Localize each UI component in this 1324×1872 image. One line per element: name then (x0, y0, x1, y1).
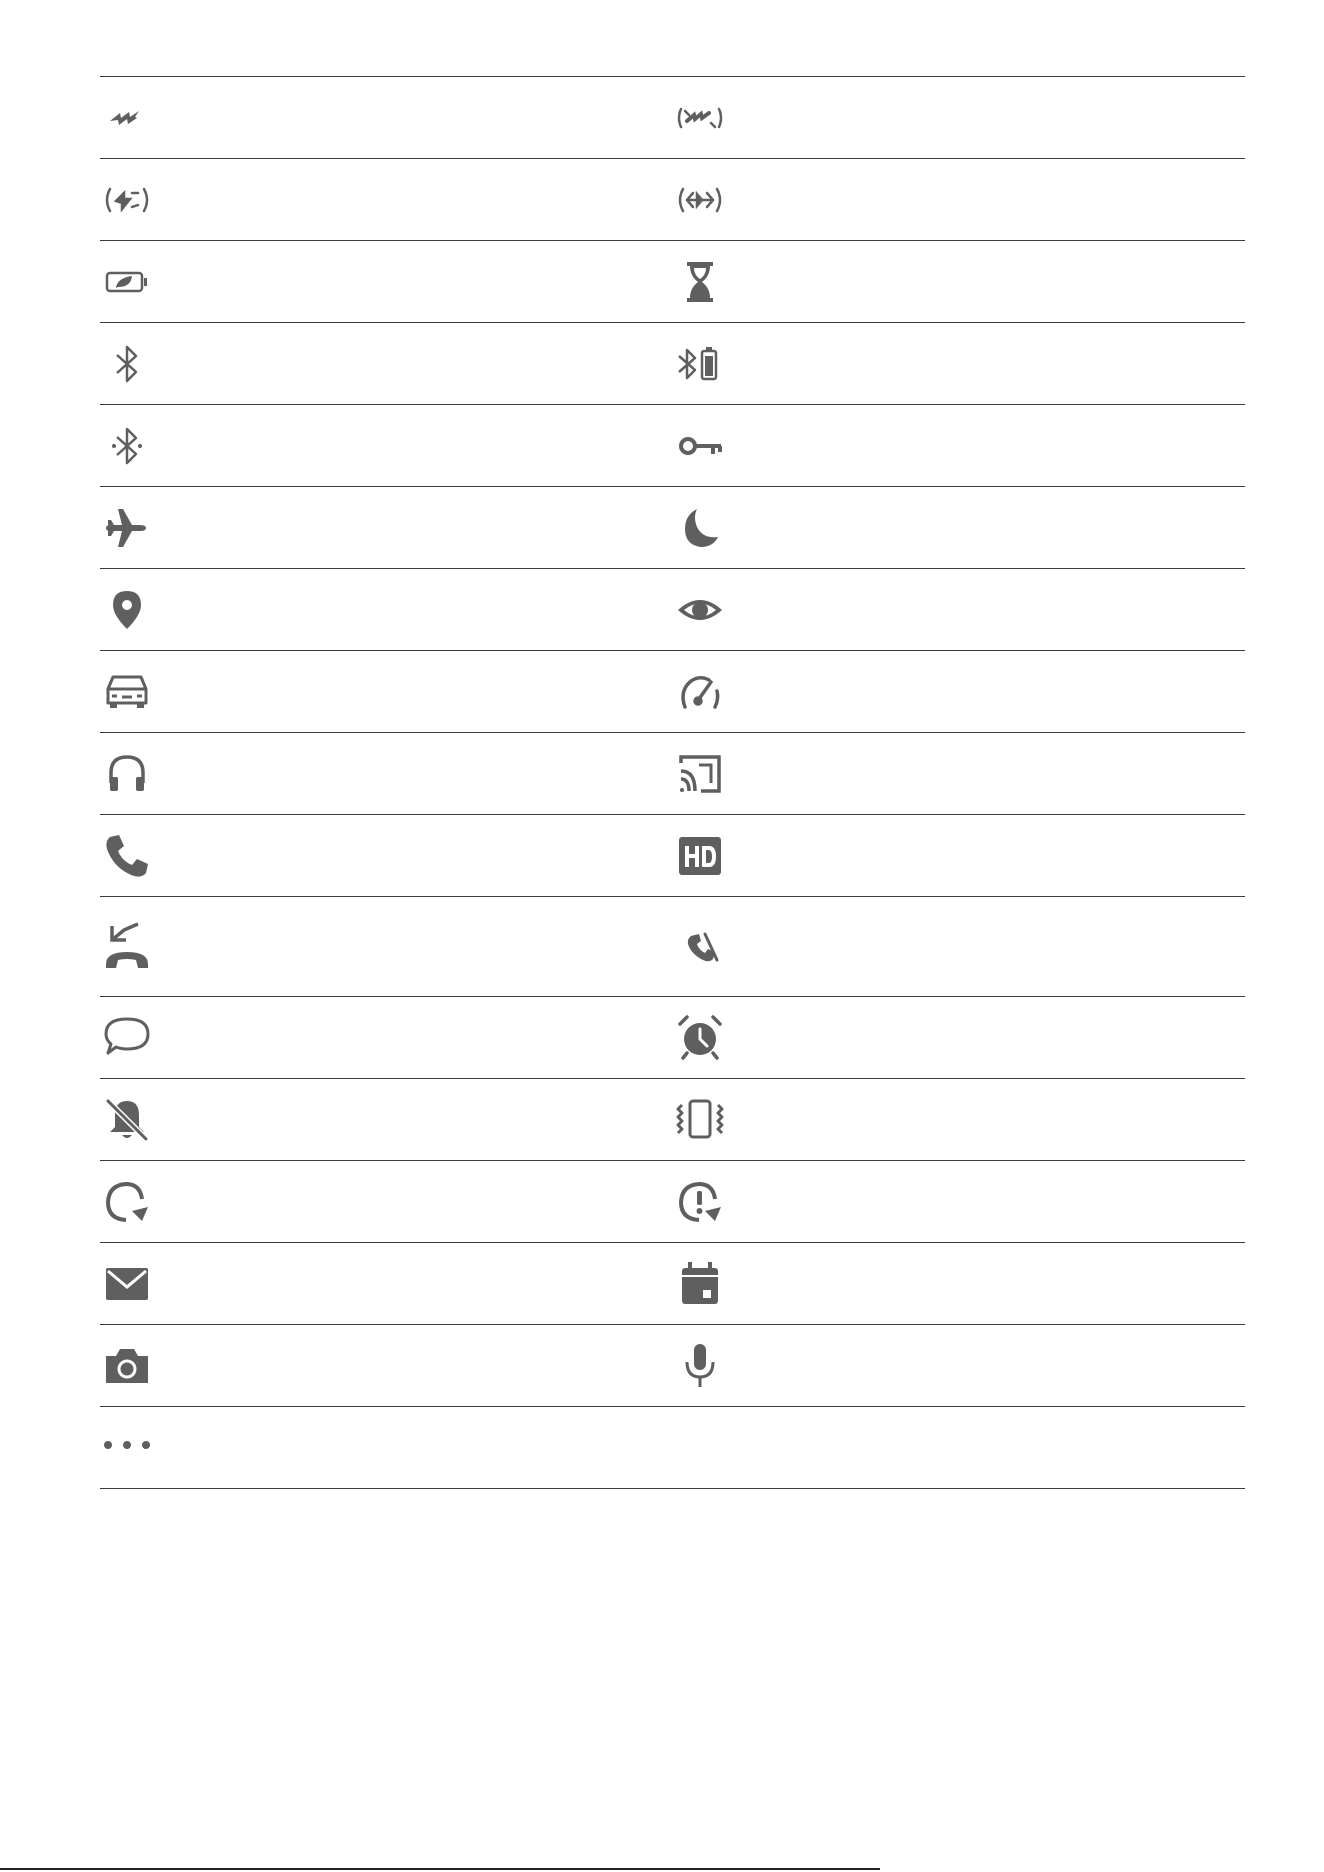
table-cell (673, 1161, 1246, 1242)
table-cell (100, 487, 673, 568)
footer-rule (0, 1868, 880, 1870)
table-cell (673, 651, 1246, 732)
vibration-icon (675, 1095, 725, 1145)
eye-comfort-icon (675, 585, 725, 635)
table-cell (673, 1079, 1246, 1160)
table-cell (673, 241, 1246, 322)
location-icon (102, 585, 152, 635)
do-not-disturb-icon (675, 503, 725, 553)
projection-icon (675, 749, 725, 799)
fast-charging-icon (102, 93, 152, 143)
bluetooth-connected-icon (102, 421, 152, 471)
table-row (100, 1325, 1245, 1407)
more-notifications-icon (102, 1423, 152, 1473)
table-cell (673, 1243, 1246, 1324)
table-row (100, 77, 1245, 159)
driving-mode-icon (102, 667, 152, 717)
call-in-progress-icon (102, 831, 152, 881)
power-saving-mode-icon (102, 257, 152, 307)
table-row (100, 651, 1245, 733)
table-row (100, 1243, 1245, 1325)
table-cell (100, 733, 673, 814)
table-cell-empty (673, 1407, 1246, 1488)
table-cell (673, 405, 1246, 486)
table-cell (673, 487, 1246, 568)
table-row (100, 997, 1245, 1079)
message-icon (102, 1013, 152, 1063)
table-cell (100, 405, 673, 486)
missed-call-icon (102, 922, 152, 972)
table-cell (100, 897, 673, 996)
table-cell (673, 815, 1246, 896)
table-row (100, 1161, 1245, 1243)
table-cell (100, 1407, 673, 1488)
headset-icon (102, 749, 152, 799)
table-cell (673, 897, 1246, 996)
table-row (100, 159, 1245, 241)
table-cell (100, 651, 673, 732)
table-row (100, 815, 1245, 897)
table-cell (673, 733, 1246, 814)
table-row (100, 1079, 1245, 1161)
sync-failed-icon (675, 1177, 725, 1227)
wireless-super-charging-icon (675, 93, 725, 143)
airplane-mode-icon (102, 503, 152, 553)
email-icon (102, 1259, 152, 1309)
bluetooth-device-battery-icon (675, 339, 725, 389)
camera-icon (102, 1341, 152, 1391)
super-charging-icon (102, 175, 152, 225)
table-cell (100, 159, 673, 240)
table-cell (100, 1243, 673, 1324)
table-cell (100, 241, 673, 322)
silent-mode-icon (102, 1095, 152, 1145)
status-icon-table (100, 76, 1245, 1489)
table-row (100, 241, 1245, 323)
digital-balance-icon (675, 257, 725, 307)
wireless-charging-icon (675, 175, 725, 225)
vpn-connected-icon (675, 421, 725, 471)
table-row (100, 405, 1245, 487)
performance-mode-icon (675, 667, 725, 717)
table-cell (100, 323, 673, 404)
volte-icon (675, 922, 725, 972)
table-cell (673, 323, 1246, 404)
table-row (100, 487, 1245, 569)
table-cell (673, 159, 1246, 240)
table-row (100, 897, 1245, 997)
table-cell (100, 997, 673, 1078)
table-row (100, 569, 1245, 651)
table-cell (100, 1161, 673, 1242)
table-cell (100, 77, 673, 158)
syncing-icon (102, 1177, 152, 1227)
microphone-icon (675, 1341, 725, 1391)
table-row (100, 323, 1245, 405)
table-cell (100, 1325, 673, 1406)
table-cell (673, 997, 1246, 1078)
bluetooth-enabled-icon (102, 339, 152, 389)
table-row (100, 733, 1245, 815)
event-reminder-icon (675, 1259, 725, 1309)
table-cell (673, 569, 1246, 650)
hd-voice-icon (675, 831, 725, 881)
alarm-icon (675, 1013, 725, 1063)
table-cell (673, 77, 1246, 158)
table-cell (100, 815, 673, 896)
table-cell (100, 569, 673, 650)
table-cell (100, 1079, 673, 1160)
table-row (100, 1407, 1245, 1489)
table-cell (673, 1325, 1246, 1406)
